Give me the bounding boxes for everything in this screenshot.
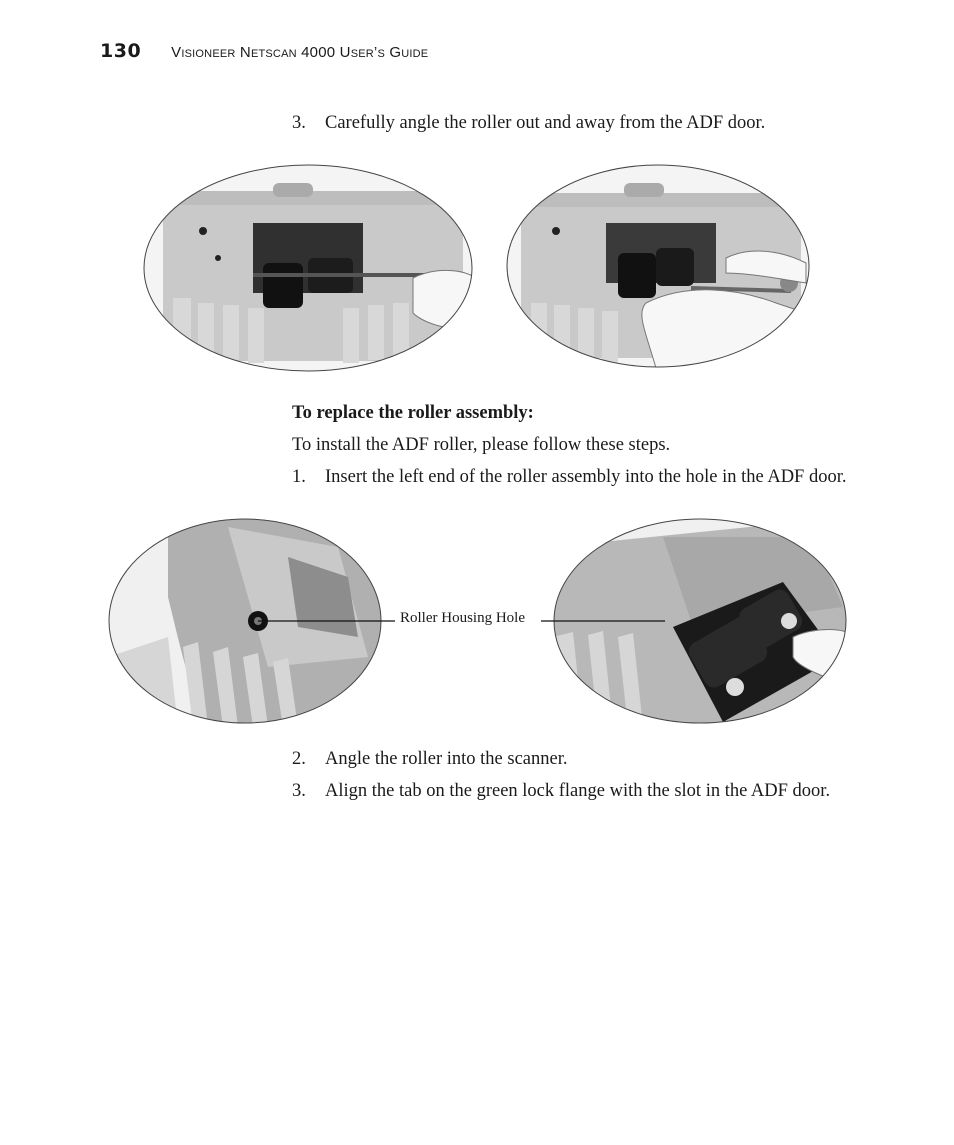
replace-step-2: [292, 749, 567, 770]
roller-inserted-illustration: [553, 517, 848, 727]
step-text: Align the tab on the green lock flange with the slot in the ADF door.: [325, 781, 831, 801]
step-text: Insert the left end of the roller assembly into the hole in the ADF door.: [325, 467, 847, 487]
step-number: 1.: [292, 467, 306, 487]
removal-step-3: [292, 113, 765, 134]
running-title: Visioneer Netscan 4000 User’s Guide: [171, 44, 429, 61]
page-number: 130: [100, 40, 142, 62]
replace-step-1: [292, 467, 847, 488]
section-heading: To replace the roller assembly:: [292, 403, 534, 423]
roller-in-door-illustration: [143, 163, 473, 373]
step-text: Carefully angle the roller out and away from the ADF door.: [325, 113, 766, 133]
step-number: 3.: [292, 113, 306, 133]
roller-removal-illustration: [506, 163, 811, 373]
step-text: Angle the roller into the scanner.: [325, 749, 568, 769]
callout-roller-housing-hole: Roller Housing Hole: [400, 610, 525, 626]
step-number: 3.: [292, 781, 306, 801]
roller-housing-hole-illustration: [108, 517, 383, 727]
replace-step-3: [292, 781, 830, 802]
running-header: [100, 40, 428, 64]
section-intro: To install the ADF roller, please follow these steps.: [292, 435, 671, 455]
step-number: 2.: [292, 749, 306, 769]
